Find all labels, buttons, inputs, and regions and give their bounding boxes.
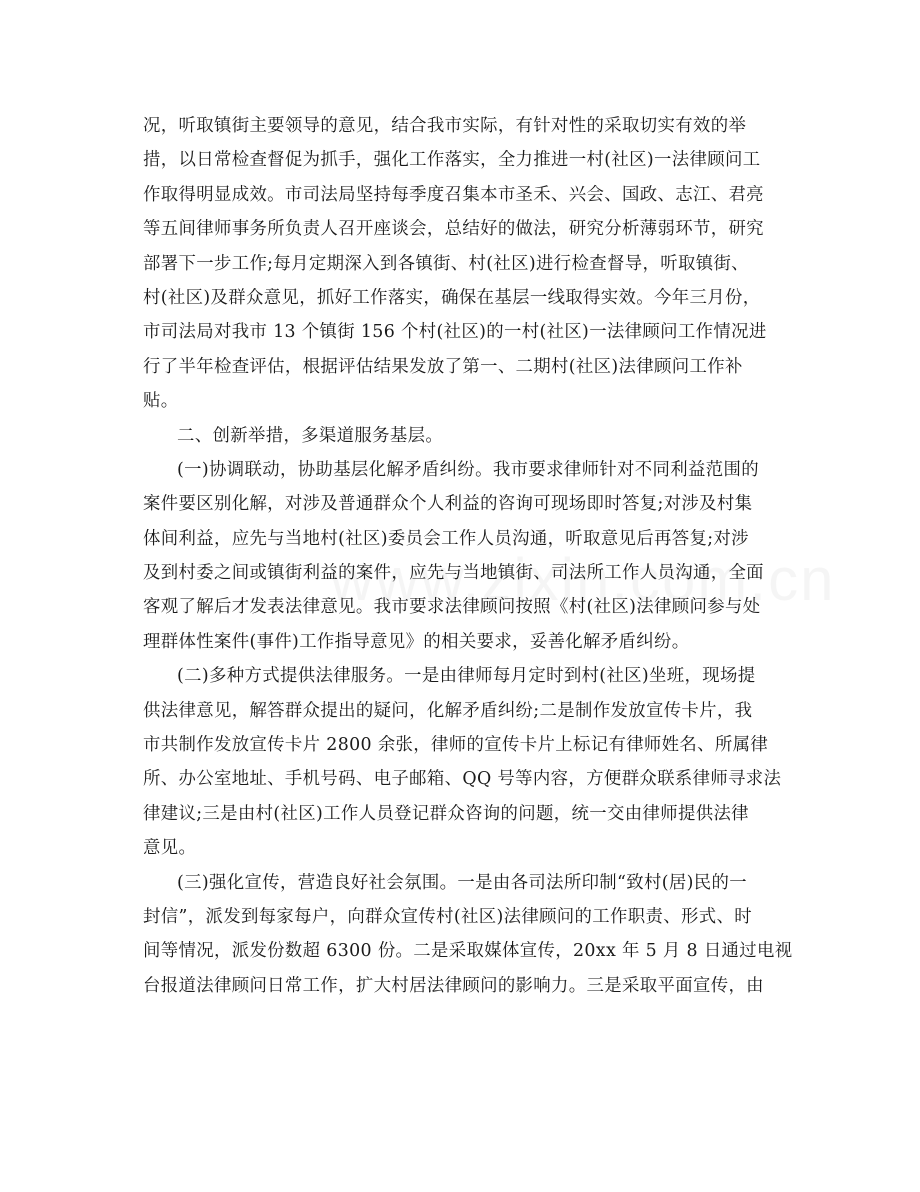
text-line: 措，以日常检查督促为抓手，强化工作落实，全力推进一村(社区)一法律顾问工 — [143, 150, 761, 171]
text-line: 村(社区)及群众意见，抓好工作落实，确保在基层一线取得实效。今年三月份， — [143, 287, 761, 308]
text-line: 市司法局对我市 13 个镇街 156 个村(社区)的一村(社区)一法律顾问工作情况进 — [143, 322, 767, 343]
paragraph-start: (三)强化宣传，营造良好社会氛围。一是由各司法所印制“致村(居)民的一 — [177, 872, 748, 893]
paragraph-start: (一)协调联动，协助基层化解矛盾纠纷。我市要求律师针对不同利益范围的 — [177, 459, 759, 480]
text-line: 体间利益，应先与当地村(社区)委员会工作人员沟通，听取意见后再答复;对涉 — [143, 528, 749, 549]
text-line: 理群体性案件(事件)工作指导意见》的相关要求，妥善化解矛盾纠纷。 — [143, 631, 690, 652]
text-line: 供法律意见，解答群众提出的疑问，化解矛盾纠纷;二是制作发放宣传卡片，我 — [143, 700, 753, 721]
text-line: 贴。 — [143, 391, 179, 412]
section-heading: 二、创新举措，多渠道服务基层。 — [177, 425, 444, 446]
text-line: 封信”，派发到每家每户，向群众宣传村(社区)法律顾问的工作职责、形式、时 — [143, 906, 752, 927]
text-line: 及到村委之间或镇街利益的案件，应先与当地镇街、司法所工作人员沟通，全面 — [143, 563, 764, 584]
paragraph-start: (二)多种方式提供法律服务。一是由律师每月定时到村(社区)坐班，现场提 — [177, 666, 756, 687]
text-line: 况，听取镇街主要领导的意见，结合我市实际，有针对性的采取切实有效的举 — [143, 116, 747, 136]
text-line: 律建议;三是由村(社区)工作人员登记群众咨询的问题，统一交由律师提供法律 — [143, 803, 749, 824]
text-line: 行了半年检查评估，根据评估结果发放了第一、二期村(社区)法律顾问工作补 — [143, 356, 743, 377]
text-line: 案件要区别化解，对涉及普通群众个人利益的咨询可现场即时答复;对涉及村集 — [143, 494, 753, 515]
text-line: 台报道法律顾问日常工作，扩大村居法律顾问的影响力。三是采取平面宣传，由 — [143, 975, 764, 996]
text-line: 等五间律师事务所负责人召开座谈会，总结好的做法，研究分析薄弱环节，研究 — [143, 219, 764, 240]
text-line: 所、办公室地址、手机号码、电子邮箱、QQ 号等内容，方便群众联系律师寻求法 — [143, 769, 782, 790]
document-body — [143, 109, 793, 1003]
text-line: 作取得明显成效。市司法局坚持每季度召集本市圣禾、兴会、国政、志江、君亮 — [143, 184, 764, 205]
text-line: 部署下一步工作;每月定期深入到各镇街、村(社区)进行检查督导，听取镇街、 — [143, 253, 749, 274]
text-line: 市共制作发放宣传卡片 2800 余张，律师的宣传卡片上标记有律师姓名、所属律 — [143, 735, 769, 756]
text-line: 客观了解后才发表法律意见。我市要求法律顾问按照《村(社区)法律顾问参与处 — [143, 597, 761, 618]
text-line: 间等情况，派发份数超 6300 份。二是采取媒体宣传，20xx 年 5 月 8 日通过电视 — [143, 941, 793, 962]
text-line: 意见。 — [143, 838, 197, 859]
